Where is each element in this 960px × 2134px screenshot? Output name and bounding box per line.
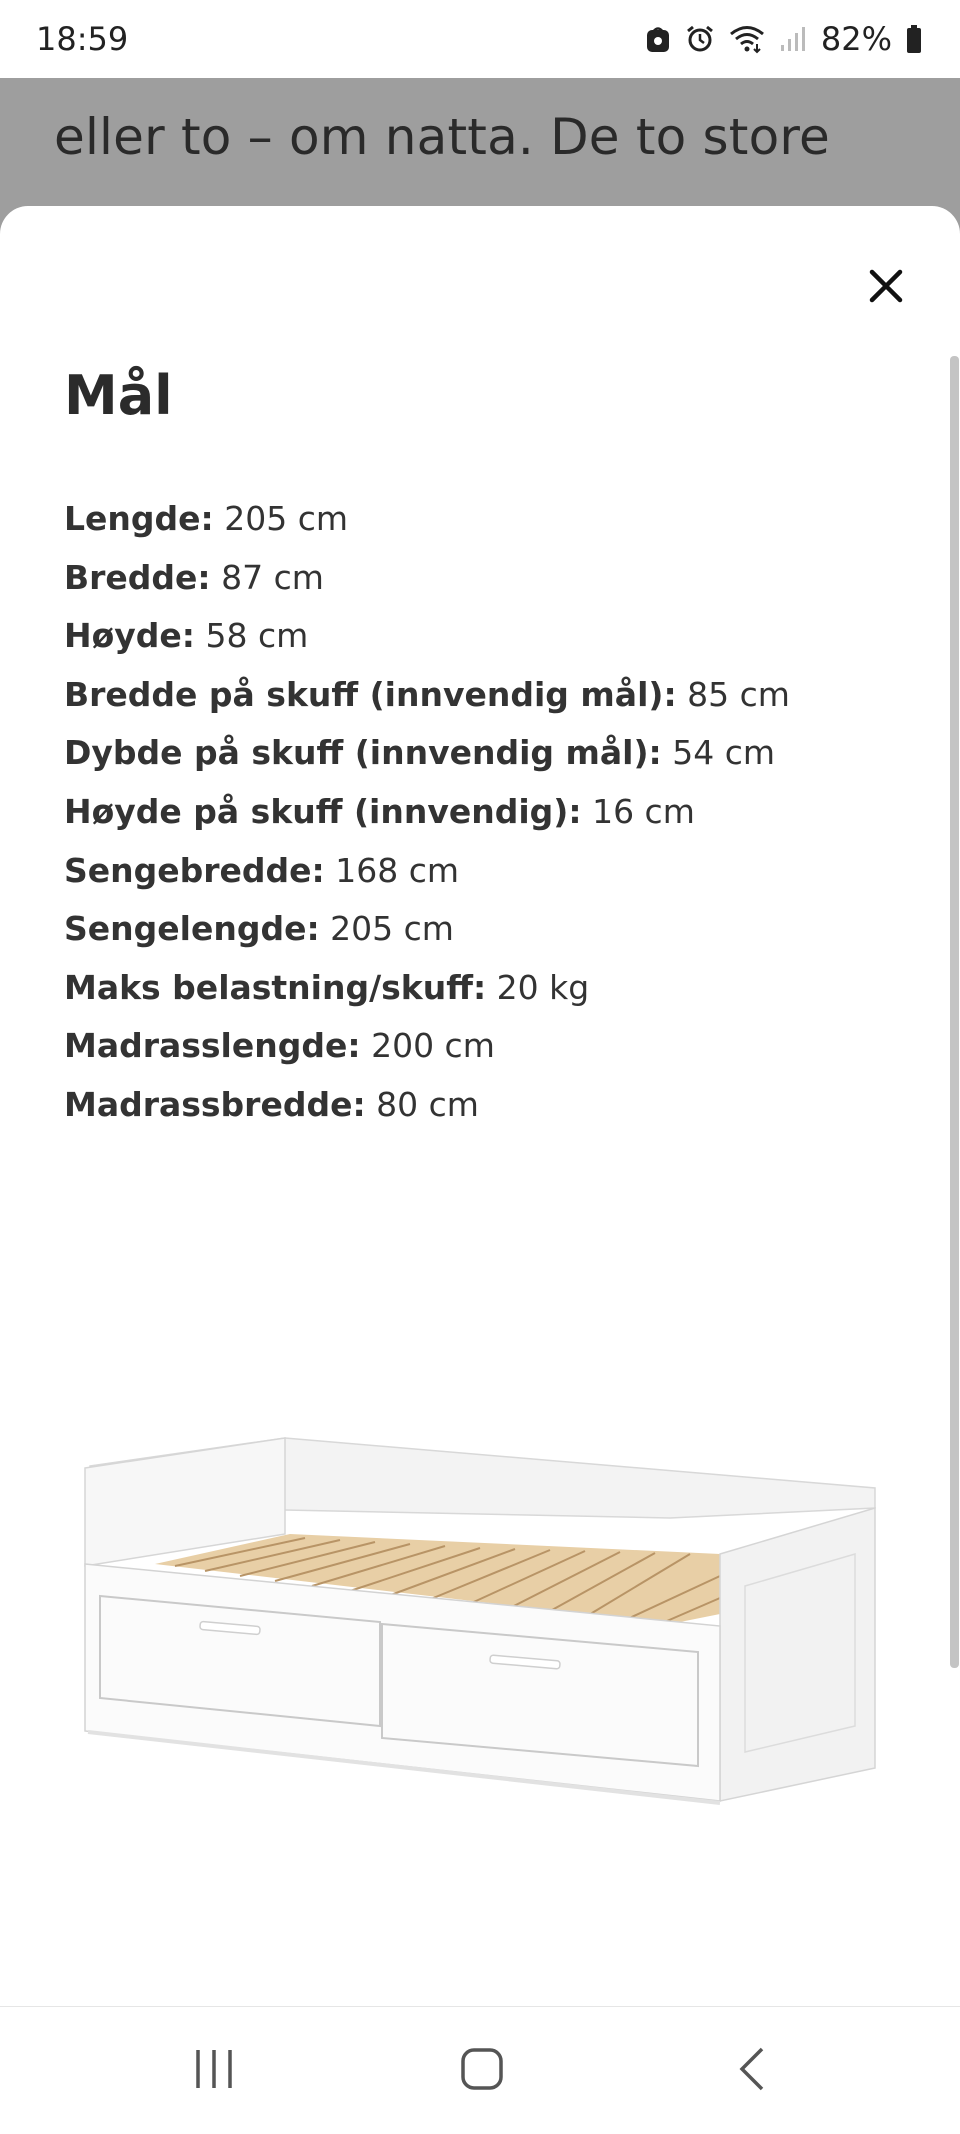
dimension-value: 205 cm bbox=[330, 909, 454, 949]
dimension-row bbox=[64, 842, 924, 901]
dimension-label: Madrassbredde: bbox=[64, 1084, 366, 1124]
daybed-product-image bbox=[80, 1426, 880, 1806]
dimension-row bbox=[64, 549, 924, 608]
dimension-label: Bredde på skuff (innvendig mål): bbox=[64, 674, 677, 714]
dimension-value: 85 cm bbox=[687, 674, 790, 714]
navigation-bar bbox=[0, 2006, 960, 2134]
alarm-icon bbox=[685, 24, 715, 54]
dimensions-sheet bbox=[0, 206, 960, 2006]
dimension-value: 205 cm bbox=[224, 499, 349, 538]
dimension-label: Høyde på skuff (innvendig): bbox=[64, 791, 582, 831]
dimension-value: 80 cm bbox=[376, 1084, 479, 1124]
wifi-icon bbox=[729, 24, 765, 54]
dimensions-list bbox=[64, 490, 924, 1135]
dimension-label: Dybde på skuff (innvendig mål): bbox=[64, 733, 662, 773]
dimension-label: Sengelengde: bbox=[64, 909, 320, 949]
dimension-label: Maks belastning/skuff: bbox=[64, 967, 487, 1007]
dimension-row bbox=[64, 490, 924, 549]
dimension-value: 54 cm bbox=[672, 733, 776, 773]
battery-icon bbox=[906, 24, 922, 54]
dimension-value: 200 cm bbox=[371, 1026, 495, 1066]
dimension-label: Sengebredde: bbox=[64, 850, 325, 890]
dimension-row bbox=[64, 724, 924, 783]
dimension-row bbox=[64, 1017, 924, 1076]
store-notification-icon bbox=[645, 24, 671, 54]
close-icon bbox=[869, 269, 903, 303]
sheet-title: Mål bbox=[64, 364, 173, 427]
dimension-row bbox=[64, 666, 924, 725]
dimension-row bbox=[64, 607, 924, 666]
dimension-row bbox=[64, 783, 924, 842]
dimension-label: Lengde: bbox=[64, 499, 214, 538]
dimension-value: 87 cm bbox=[221, 557, 324, 597]
dimension-label: Madrasslengde: bbox=[64, 1026, 361, 1066]
dimension-row bbox=[64, 1076, 924, 1135]
home-icon bbox=[459, 2046, 505, 2092]
status-time: 18:59 bbox=[36, 20, 129, 58]
dimension-row bbox=[64, 900, 924, 959]
dimension-value: 20 kg bbox=[496, 967, 590, 1007]
back-button[interactable] bbox=[712, 2039, 792, 2099]
dimension-value: 168 cm bbox=[335, 850, 460, 890]
back-icon bbox=[736, 2046, 768, 2092]
dimension-label: Bredde: bbox=[64, 557, 211, 597]
background-text: eller to – om natta. De to store bbox=[54, 108, 831, 166]
scrollbar[interactable] bbox=[950, 356, 959, 1668]
recent-apps-button[interactable] bbox=[174, 2039, 254, 2099]
battery-percent: 82% bbox=[820, 20, 892, 58]
status-bar bbox=[0, 0, 960, 78]
signal-icon bbox=[779, 25, 807, 53]
dimension-value: 58 cm bbox=[205, 616, 309, 656]
home-button[interactable] bbox=[442, 2039, 522, 2099]
background-page bbox=[0, 78, 960, 218]
dimension-row bbox=[64, 959, 924, 1018]
status-icons bbox=[645, 20, 922, 58]
dimension-value: 16 cm bbox=[592, 791, 695, 831]
dimension-label: Høyde: bbox=[64, 616, 196, 656]
recent-apps-icon bbox=[192, 2048, 236, 2090]
close-button[interactable] bbox=[858, 258, 914, 314]
